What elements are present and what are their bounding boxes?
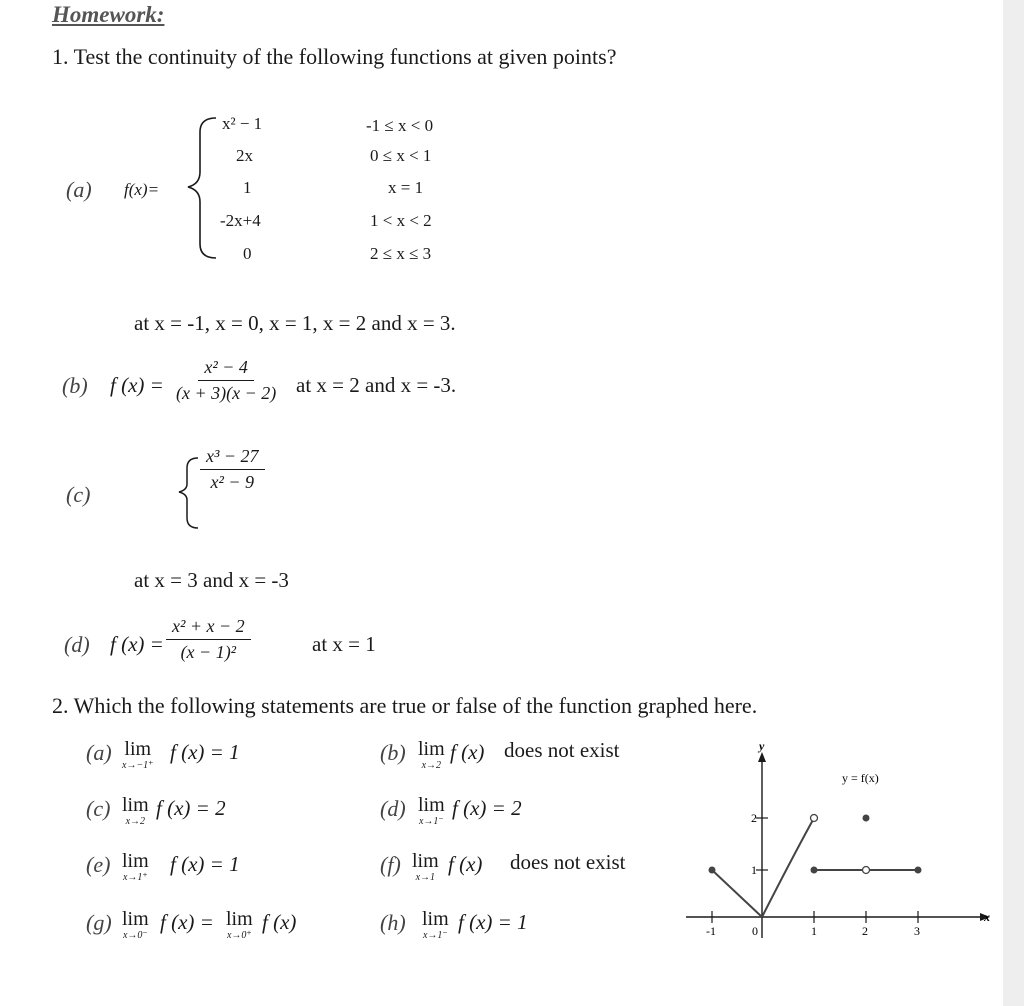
numerator: x² + x − 2 xyxy=(166,616,251,640)
piece-condition: 0 ≤ x < 1 xyxy=(370,146,432,165)
part-b-label: (b) xyxy=(62,373,88,398)
limit-operator: lim x→0⁻ xyxy=(122,908,149,941)
denominator: x² − 9 xyxy=(210,472,255,492)
statement-label: (e) xyxy=(86,852,111,877)
part-d-label: (d) xyxy=(64,632,90,657)
y-tick-label: 1 xyxy=(751,863,757,877)
statement-expression: f (x) xyxy=(448,852,483,876)
statement-label: (b) xyxy=(380,740,406,765)
function-name: f (x) = xyxy=(110,632,164,656)
part-a-points: at x = -1, x = 0, x = 1, x = 2 and x = 3. xyxy=(134,311,456,335)
statement-expression: f (x) = 1 xyxy=(170,852,240,876)
statement-label: (a) xyxy=(86,740,112,765)
open-point xyxy=(863,867,870,874)
statement-expression: f (x) xyxy=(262,910,297,934)
part-b-points: at x = 2 and x = -3. xyxy=(296,373,457,397)
piece-expr: 0 xyxy=(243,244,252,263)
x-axis-label: x xyxy=(984,910,990,924)
function-name: f (x) = xyxy=(110,373,164,397)
question-number: 1. xyxy=(52,44,69,69)
numerator: x³ − 27 xyxy=(200,446,265,470)
fraction xyxy=(166,616,251,663)
statement-expression: f (x) = 2 xyxy=(452,796,522,820)
statement-expression: f (x) = 1 xyxy=(458,910,528,934)
piece-expr: x² − 1 xyxy=(222,114,263,133)
y-tick-label: 2 xyxy=(751,811,757,825)
limit-operator: lim x→2 xyxy=(122,794,149,827)
x-tick-label: 3 xyxy=(914,924,920,938)
part-c-points: at x = 3 and x = -3 xyxy=(134,568,289,592)
statement-label: (g) xyxy=(86,910,112,935)
statement-expression: f (x) xyxy=(450,740,485,764)
statement-tail: does not exist xyxy=(510,850,626,874)
page-title: Homework: xyxy=(52,2,165,27)
limit-operator: lim x→−1⁺ xyxy=(122,738,154,771)
question-number: 2. xyxy=(52,693,69,718)
statement-expression: f (x) = 1 xyxy=(170,740,240,764)
piece-expr: 2x xyxy=(236,146,253,165)
fraction xyxy=(170,357,282,404)
part-a-label: (a) xyxy=(66,177,92,202)
x-tick-label: 2 xyxy=(862,924,868,938)
closed-point xyxy=(709,867,716,874)
x-tick-label: 1 xyxy=(811,924,817,938)
piecewise-brace xyxy=(182,112,224,262)
question-text: Which the following statements are true or false of the function graphed here. xyxy=(73,693,758,718)
statement-tail: does not exist xyxy=(504,738,620,762)
open-point xyxy=(811,815,818,822)
question-2-heading xyxy=(52,693,757,719)
limit-operator: lim x→1⁺ xyxy=(122,850,149,883)
curve-segment-left xyxy=(712,870,762,917)
y-axis-arrow xyxy=(758,752,766,762)
statement-label: (f) xyxy=(380,852,401,877)
limit-operator: lim x→1⁻ xyxy=(418,794,445,827)
closed-point xyxy=(811,867,818,874)
denominator: (x − 1)² xyxy=(180,642,237,662)
denominator: (x + 3)(x − 2) xyxy=(176,383,277,403)
closed-point xyxy=(915,867,922,874)
curve-segment-middle xyxy=(762,818,814,917)
limit-operator: lim x→0⁺ xyxy=(226,908,253,941)
function-label: y = f(x) xyxy=(842,771,879,785)
piece-condition: 2 ≤ x ≤ 3 xyxy=(370,244,432,263)
statement-expression: f (x) = xyxy=(160,910,214,934)
piece-expr: -2x+4 xyxy=(220,211,261,230)
statement-label: (h) xyxy=(380,910,406,935)
function-name: f(x)= xyxy=(124,180,160,199)
piece-condition: 1 < x < 2 xyxy=(370,211,432,230)
piece-expr: 1 xyxy=(243,178,252,197)
scrollbar-track[interactable] xyxy=(1003,0,1024,1006)
x-tick-label: -1 xyxy=(706,924,716,938)
part-d-points: at x = 1 xyxy=(312,632,376,656)
x-tick-label: 0 xyxy=(752,924,758,938)
limit-operator: lim x→2 xyxy=(418,738,445,771)
piece-condition: x = 1 xyxy=(388,178,424,197)
y-axis-label: y xyxy=(759,739,765,753)
statement-label: (d) xyxy=(380,796,406,821)
limit-operator: lim x→1⁻ xyxy=(422,908,449,941)
piece-condition: -1 ≤ x < 0 xyxy=(366,116,434,135)
limit-operator: lim x→1 xyxy=(412,850,439,883)
function-graph xyxy=(680,738,1000,948)
numerator: x² − 4 xyxy=(198,357,254,381)
fraction xyxy=(200,446,265,493)
part-c-label: (c) xyxy=(66,482,91,507)
closed-point xyxy=(863,815,870,822)
statement-label: (c) xyxy=(86,796,111,821)
question-1-heading xyxy=(52,44,616,70)
statement-expression: f (x) = 2 xyxy=(156,796,226,820)
question-text: Test the continuity of the following functions at given points? xyxy=(73,44,617,69)
